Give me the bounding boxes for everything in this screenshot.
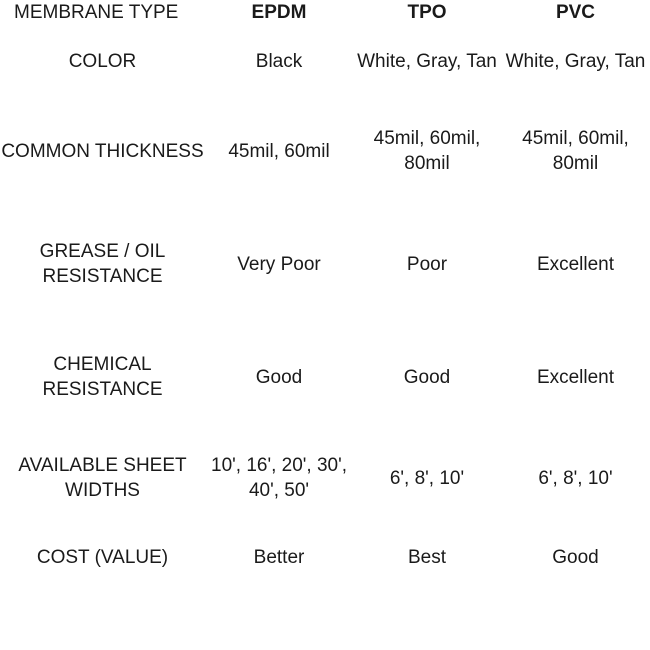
column-header-epdm: EPDM xyxy=(251,2,307,23)
table-row xyxy=(0,431,650,525)
cell-widths-epdm: 10', 16', 20', 30', 40', 50' xyxy=(211,455,347,502)
row-label-color: COLOR xyxy=(68,50,137,72)
cell-widths-tpo: 6', 8', 10' xyxy=(389,467,465,489)
table-header-row xyxy=(0,0,650,25)
cell-thickness-tpo: 45mil, 60mil, 80mil xyxy=(373,128,481,175)
table-row xyxy=(0,205,650,323)
cell-color-pvc: White, Gray, Tan xyxy=(505,50,646,72)
cell-cost-tpo: Best xyxy=(407,546,447,568)
cell-color-tpo: White, Gray, Tan xyxy=(357,50,497,72)
table-row xyxy=(0,323,650,431)
cell-grease-tpo: Poor xyxy=(406,253,448,275)
cell-cost-epdm: Better xyxy=(253,546,305,568)
table-row xyxy=(0,25,650,97)
cell-thickness-epdm: 45mil, 60mil xyxy=(228,140,330,162)
cell-chemical-epdm: Good xyxy=(255,366,303,388)
row-label-grease-oil-resistance: GREASE / OIL RESISTANCE xyxy=(39,241,166,288)
cell-thickness-pvc: 45mil, 60mil, 80mil xyxy=(522,128,629,175)
row-label-available-sheet-widths: AVAILABLE SHEET WIDTHS xyxy=(18,455,187,502)
cell-chemical-tpo: Good xyxy=(403,366,451,388)
cell-widths-pvc: 6', 8', 10' xyxy=(538,467,613,489)
cell-cost-pvc: Good xyxy=(552,546,599,568)
cell-grease-pvc: Excellent xyxy=(536,253,615,275)
row-label-chemical-resistance: CHEMICAL RESISTANCE xyxy=(42,354,163,401)
column-header-tpo: TPO xyxy=(407,2,447,23)
cell-grease-epdm: Very Poor xyxy=(237,253,321,275)
column-header-membrane-type: MEMBRANE TYPE xyxy=(14,2,179,23)
row-label-cost-value: COST (VALUE) xyxy=(36,546,169,568)
table-row xyxy=(0,97,650,205)
cell-chemical-pvc: Excellent xyxy=(536,366,615,388)
table-row xyxy=(0,525,650,589)
cell-color-epdm: Black xyxy=(255,50,303,72)
row-label-common-thickness: COMMON THICKNESS xyxy=(1,140,204,162)
column-header-pvc: PVC xyxy=(555,2,596,23)
